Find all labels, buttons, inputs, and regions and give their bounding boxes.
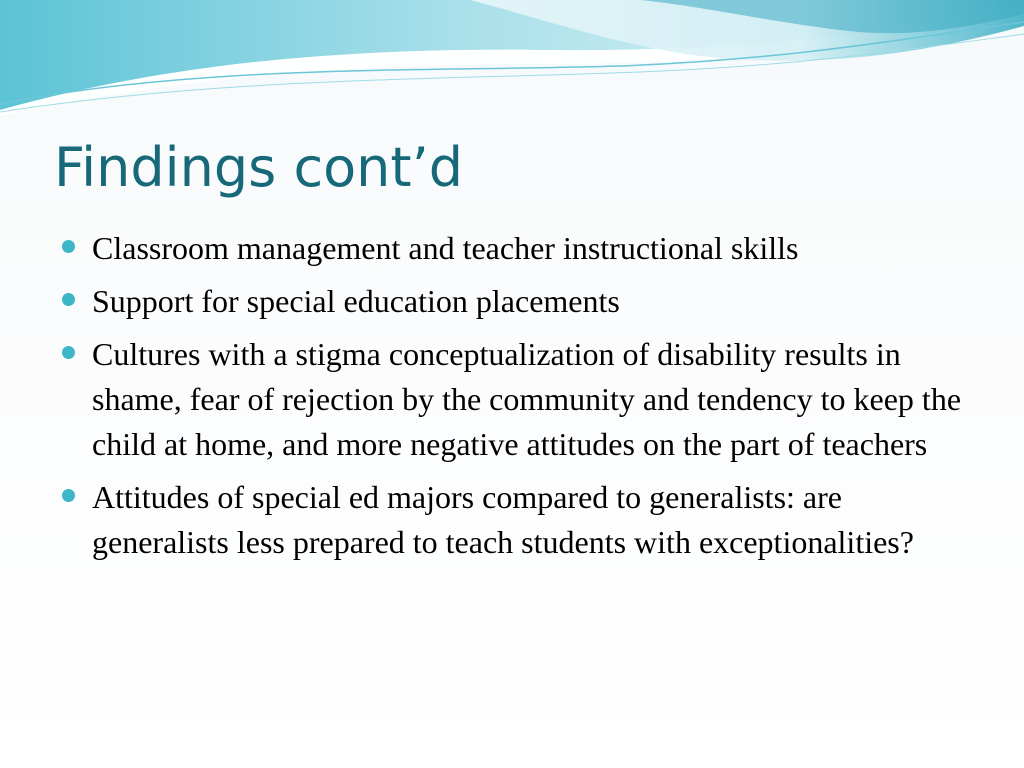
bullet-item — [62, 475, 972, 565]
bullet-dot-icon — [62, 346, 75, 359]
bullet-text: Cultures with a stigma conceptualization of disability results in shame, fear of rejection by the community and tendency to keep the child at home, and more negative attitudes on the part of teachers — [92, 336, 962, 462]
bullet-dot-icon — [62, 240, 75, 253]
bullet-list — [62, 226, 972, 573]
wave-header-decoration — [0, 0, 1024, 130]
bullet-text: Classroom management and teacher instructional skills — [92, 230, 799, 266]
bullet-dot-icon — [62, 489, 75, 502]
bullet-item — [62, 226, 972, 271]
bullet-text: Support for special education placements — [92, 283, 620, 319]
bullet-item — [62, 332, 972, 467]
slide-title: Findings cont’d — [54, 136, 464, 199]
bullet-dot-icon — [62, 293, 75, 306]
bullet-item — [62, 279, 972, 324]
bullet-text: Attitudes of special ed majors compared to generalists: are generalists less prepared to teach students with exceptionalities? — [92, 479, 914, 560]
